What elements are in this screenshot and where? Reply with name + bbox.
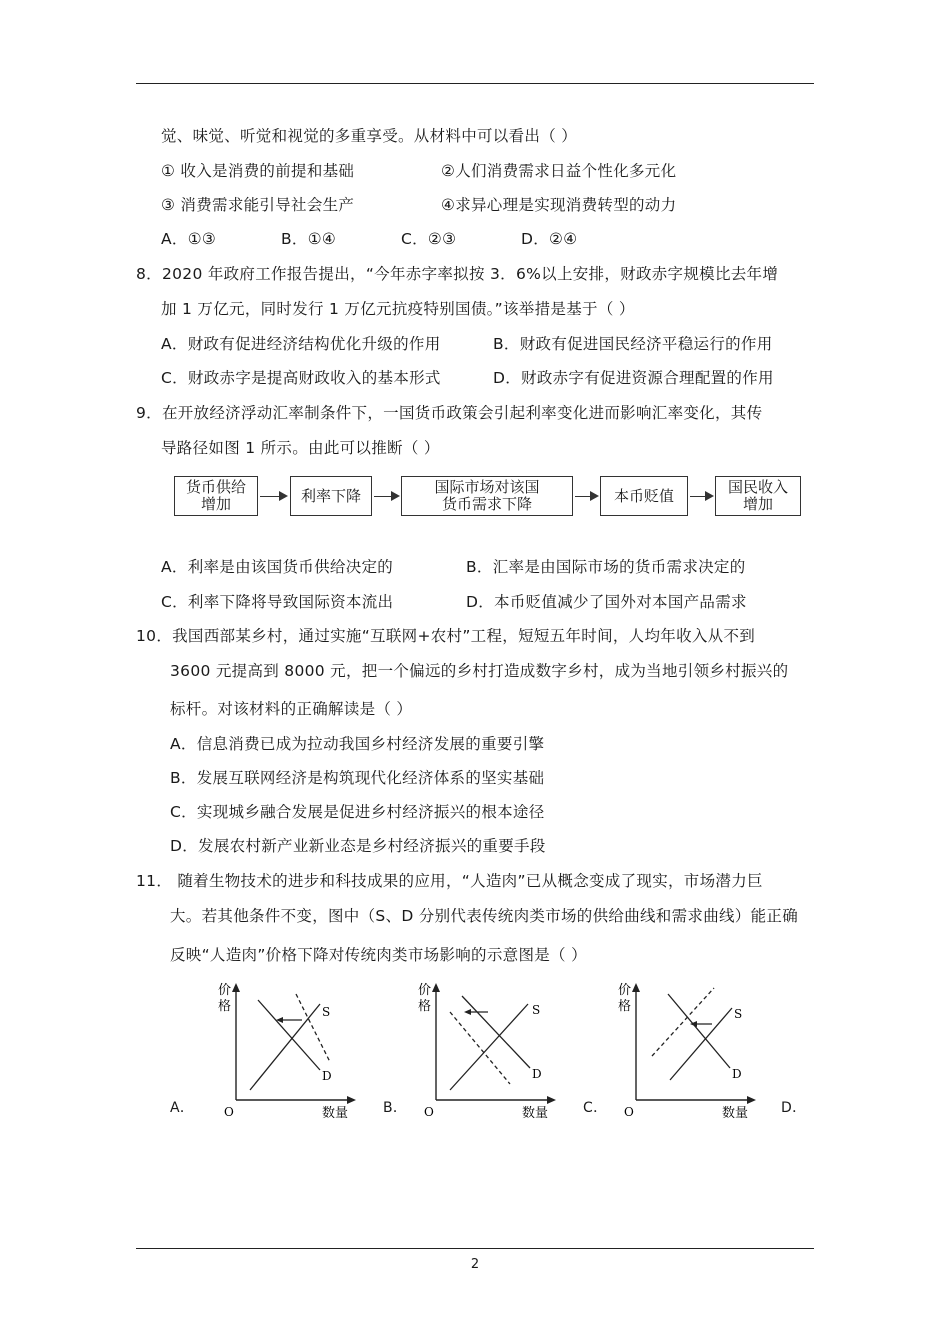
answer-option: A．利率是由该国货币供给决定的 — [161, 558, 394, 576]
text-line: 标杆。对该材料的正确解读是（ ） — [170, 700, 413, 718]
option-label: B． — [383, 1100, 408, 1116]
svg-text:价: 价 — [618, 983, 632, 998]
svg-text:价: 价 — [418, 983, 432, 998]
svg-text:S: S — [532, 1003, 541, 1017]
answer-option: A．信息消费已成为拉动我国乡村经济发展的重要引擎 — [170, 735, 545, 753]
option-label: A． — [170, 1100, 195, 1116]
graph-a — [210, 980, 360, 1120]
answer-option: B．①④ — [281, 230, 337, 248]
flow-box: 本币贬值 — [600, 476, 688, 516]
svg-text:数量: 数量 — [522, 1106, 549, 1120]
header-rule — [136, 83, 814, 84]
answer-option: C．财政赤字是提高财政收入的基本形式 — [161, 369, 441, 387]
svg-text:格: 格 — [618, 999, 632, 1014]
svg-text:数量: 数量 — [322, 1106, 349, 1120]
svg-text:S: S — [322, 1005, 331, 1019]
answer-option: D．财政赤字有促进资源合理配置的作用 — [493, 369, 774, 387]
answer-option: C．实现城乡融合发展是促进乡村经济振兴的根本途径 — [170, 803, 545, 821]
svg-text:价: 价 — [218, 983, 232, 998]
flow-box: 利率下降 — [290, 476, 372, 516]
flow-arrow — [575, 496, 597, 497]
text-line: 加 1 万亿元，同时发行 1 万亿元抗疫特别国债。”该举措是基于（ ） — [161, 300, 635, 318]
option: ②人们消费需求日益个性化多元化 — [441, 162, 677, 180]
svg-text:D: D — [732, 1067, 742, 1081]
option-label: D． — [781, 1100, 807, 1116]
text-line: 大。若其他条件不变，图中（S、D 分别代表传统肉类市场的供给曲线和需求曲线）能正确 — [170, 907, 799, 925]
text-line: 导路径如图 1 所示。由此可以推断（ ） — [161, 439, 440, 457]
graph-c — [610, 980, 760, 1120]
svg-text:D: D — [532, 1067, 542, 1081]
option-label: C． — [583, 1100, 608, 1116]
answer-option: D．发展农村新产业新业态是乡村经济振兴的重要手段 — [170, 837, 546, 855]
answer-option: B．财政有促进国民经济平稳运行的作用 — [493, 335, 773, 353]
answer-option: B．发展互联网经济是构筑现代化经济体系的坚实基础 — [170, 769, 545, 787]
answer-option: D．本币贬值减少了国外对本国产品需求 — [466, 593, 747, 611]
svg-text:格: 格 — [218, 999, 232, 1014]
answer-option: D．②④ — [521, 230, 578, 248]
flow-arrow — [260, 496, 286, 497]
answer-option: A．①③ — [161, 230, 217, 248]
svg-text:S: S — [734, 1007, 743, 1021]
question-11: 11． 随着生物技术的进步和科技成果的应用，“人造肉”已从概念变成了现实，市场潜力巨 — [136, 872, 763, 890]
footer-rule — [136, 1248, 814, 1249]
question-9: 9．在开放经济浮动汇率制条件下，一国货币政策会引起利率变化进而影响汇率变化，其传 — [136, 404, 763, 422]
flow-box: 国际市场对该国 货币需求下降 — [401, 476, 573, 516]
svg-text:格: 格 — [418, 999, 432, 1014]
graph-b — [410, 980, 560, 1120]
text-line: 反映“人造肉”价格下降对传统肉类市场影响的示意图是（ ） — [170, 946, 587, 964]
question-8: 8．2020 年政府工作报告提出，“今年赤字率拟按 3．6%以上安排，财政赤字规模比去年增 — [136, 265, 779, 283]
svg-text:数量: 数量 — [722, 1106, 749, 1120]
question-10: 10．我国西部某乡村，通过实施“互联网+农村”工程，短短五年时间，人均年收入从不到 — [136, 627, 756, 645]
flow-box: 国民收入 增加 — [715, 476, 801, 516]
svg-text:O: O — [624, 1105, 634, 1119]
flow-arrow — [690, 496, 712, 497]
svg-text:O: O — [424, 1105, 434, 1119]
text-line: 3600 元提高到 8000 元，把一个偏远的乡村打造成数字乡村，成为当地引领乡村振兴的 — [170, 662, 789, 680]
text-line: 觉、味觉、听觉和视觉的多重享受。从材料中可以看出（ ） — [161, 127, 578, 145]
svg-text:O: O — [224, 1105, 234, 1119]
flowchart — [172, 473, 806, 521]
answer-option: B．汇率是由国际市场的货币需求决定的 — [466, 558, 746, 576]
answer-option: C．利率下降将导致国际资本流出 — [161, 593, 394, 611]
option: ④求异心理是实现消费转型的动力 — [441, 196, 677, 214]
option: ① 收入是消费的前提和基础 — [161, 162, 355, 180]
option: ③ 消费需求能引导社会生产 — [161, 196, 355, 214]
svg-text:D: D — [322, 1069, 332, 1083]
answer-option: C．②③ — [401, 230, 457, 248]
answer-option: A．财政有促进经济结构优化升级的作用 — [161, 335, 441, 353]
flow-arrow — [374, 496, 398, 497]
page-number: 2 — [470, 1257, 480, 1272]
flow-box: 货币供给 增加 — [174, 476, 258, 516]
